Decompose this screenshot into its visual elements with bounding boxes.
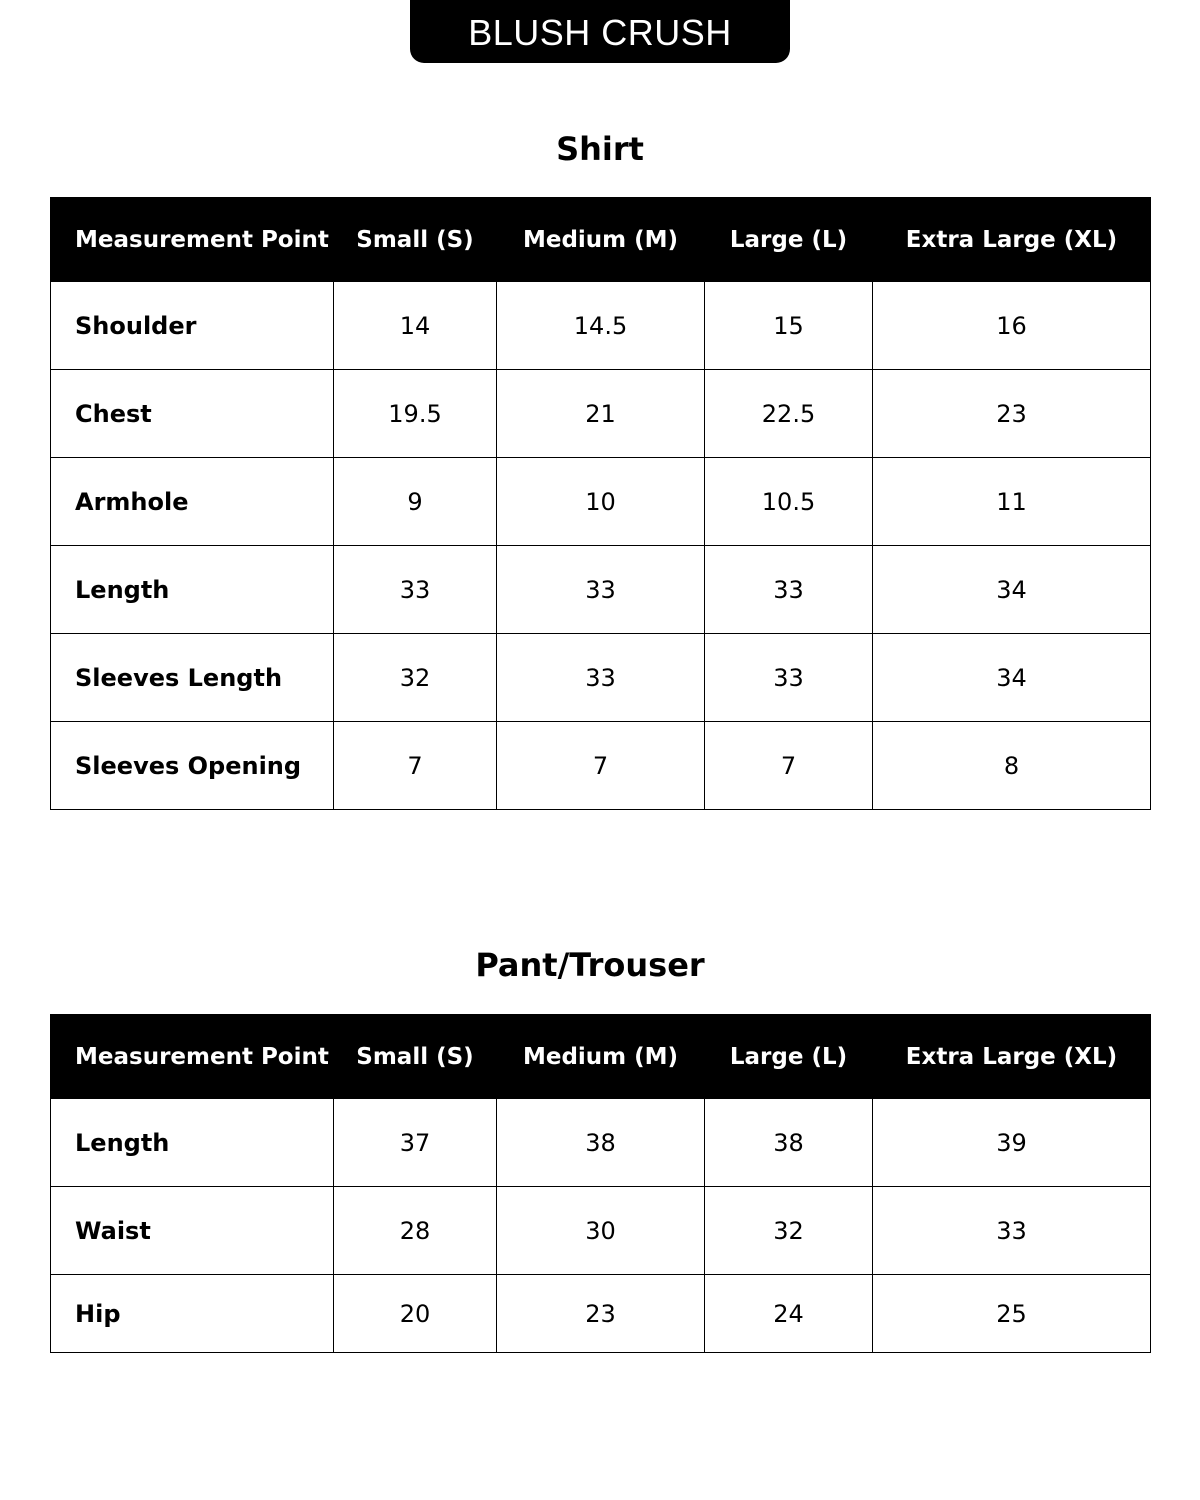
table-row [51,458,1151,546]
cell-small: 28 [334,1187,497,1275]
header-large: Large (L) [705,198,873,282]
cell-small: 7 [334,722,497,810]
header-extra-large: Extra Large (XL) [873,198,1151,282]
cell-small: 32 [334,634,497,722]
cell-large: 33 [705,546,873,634]
cell-small: 9 [334,458,497,546]
cell-medium: 38 [497,1099,705,1187]
row-label: Sleeves Opening [51,722,334,810]
cell-medium: 33 [497,634,705,722]
cell-medium: 21 [497,370,705,458]
cell-medium: 14.5 [497,282,705,370]
row-label: Sleeves Length [51,634,334,722]
cell-large: 7 [705,722,873,810]
row-label: Armhole [51,458,334,546]
table-row [51,722,1151,810]
brand-name: BLUSH CRUSH [468,11,732,53]
cell-large: 10.5 [705,458,873,546]
row-label: Length [51,1099,334,1187]
table-row [51,370,1151,458]
table-row [51,282,1151,370]
row-label: Waist [51,1187,334,1275]
cell-extra-large: 8 [873,722,1151,810]
cell-large: 24 [705,1275,873,1353]
cell-extra-large: 39 [873,1099,1151,1187]
row-label: Hip [51,1275,334,1353]
cell-extra-large: 34 [873,634,1151,722]
cell-small: 19.5 [334,370,497,458]
cell-extra-large: 34 [873,546,1151,634]
header-measurement-point: Measurement Point [51,198,334,282]
cell-small: 37 [334,1099,497,1187]
cell-extra-large: 33 [873,1187,1151,1275]
cell-small: 33 [334,546,497,634]
row-label: Chest [51,370,334,458]
row-label: Length [51,546,334,634]
header-large: Large (L) [705,1015,873,1099]
shirt-section-title: Shirt [556,130,644,168]
cell-extra-large: 16 [873,282,1151,370]
header-extra-large: Extra Large (XL) [873,1015,1151,1099]
cell-large: 32 [705,1187,873,1275]
table-row [51,1275,1151,1353]
row-label: Shoulder [51,282,334,370]
header-medium: Medium (M) [497,198,705,282]
cell-small: 14 [334,282,497,370]
cell-extra-large: 11 [873,458,1151,546]
header-medium: Medium (M) [497,1015,705,1099]
table-header-row [51,1015,1151,1099]
header-small: Small (S) [334,198,497,282]
pant-size-table [50,1014,1151,1353]
pant-section-title: Pant/Trouser [475,946,705,984]
cell-medium: 10 [497,458,705,546]
cell-large: 33 [705,634,873,722]
header-measurement-point: Measurement Point [51,1015,334,1099]
table-header-row [51,198,1151,282]
cell-large: 15 [705,282,873,370]
table-row [51,546,1151,634]
cell-medium: 7 [497,722,705,810]
cell-extra-large: 25 [873,1275,1151,1353]
cell-large: 38 [705,1099,873,1187]
cell-large: 22.5 [705,370,873,458]
cell-medium: 33 [497,546,705,634]
cell-medium: 23 [497,1275,705,1353]
table-row [51,1187,1151,1275]
table-row [51,634,1151,722]
cell-medium: 30 [497,1187,705,1275]
table-row [51,1099,1151,1187]
header-small: Small (S) [334,1015,497,1099]
brand-banner [410,0,790,63]
cell-small: 20 [334,1275,497,1353]
shirt-size-table [50,197,1151,810]
cell-extra-large: 23 [873,370,1151,458]
